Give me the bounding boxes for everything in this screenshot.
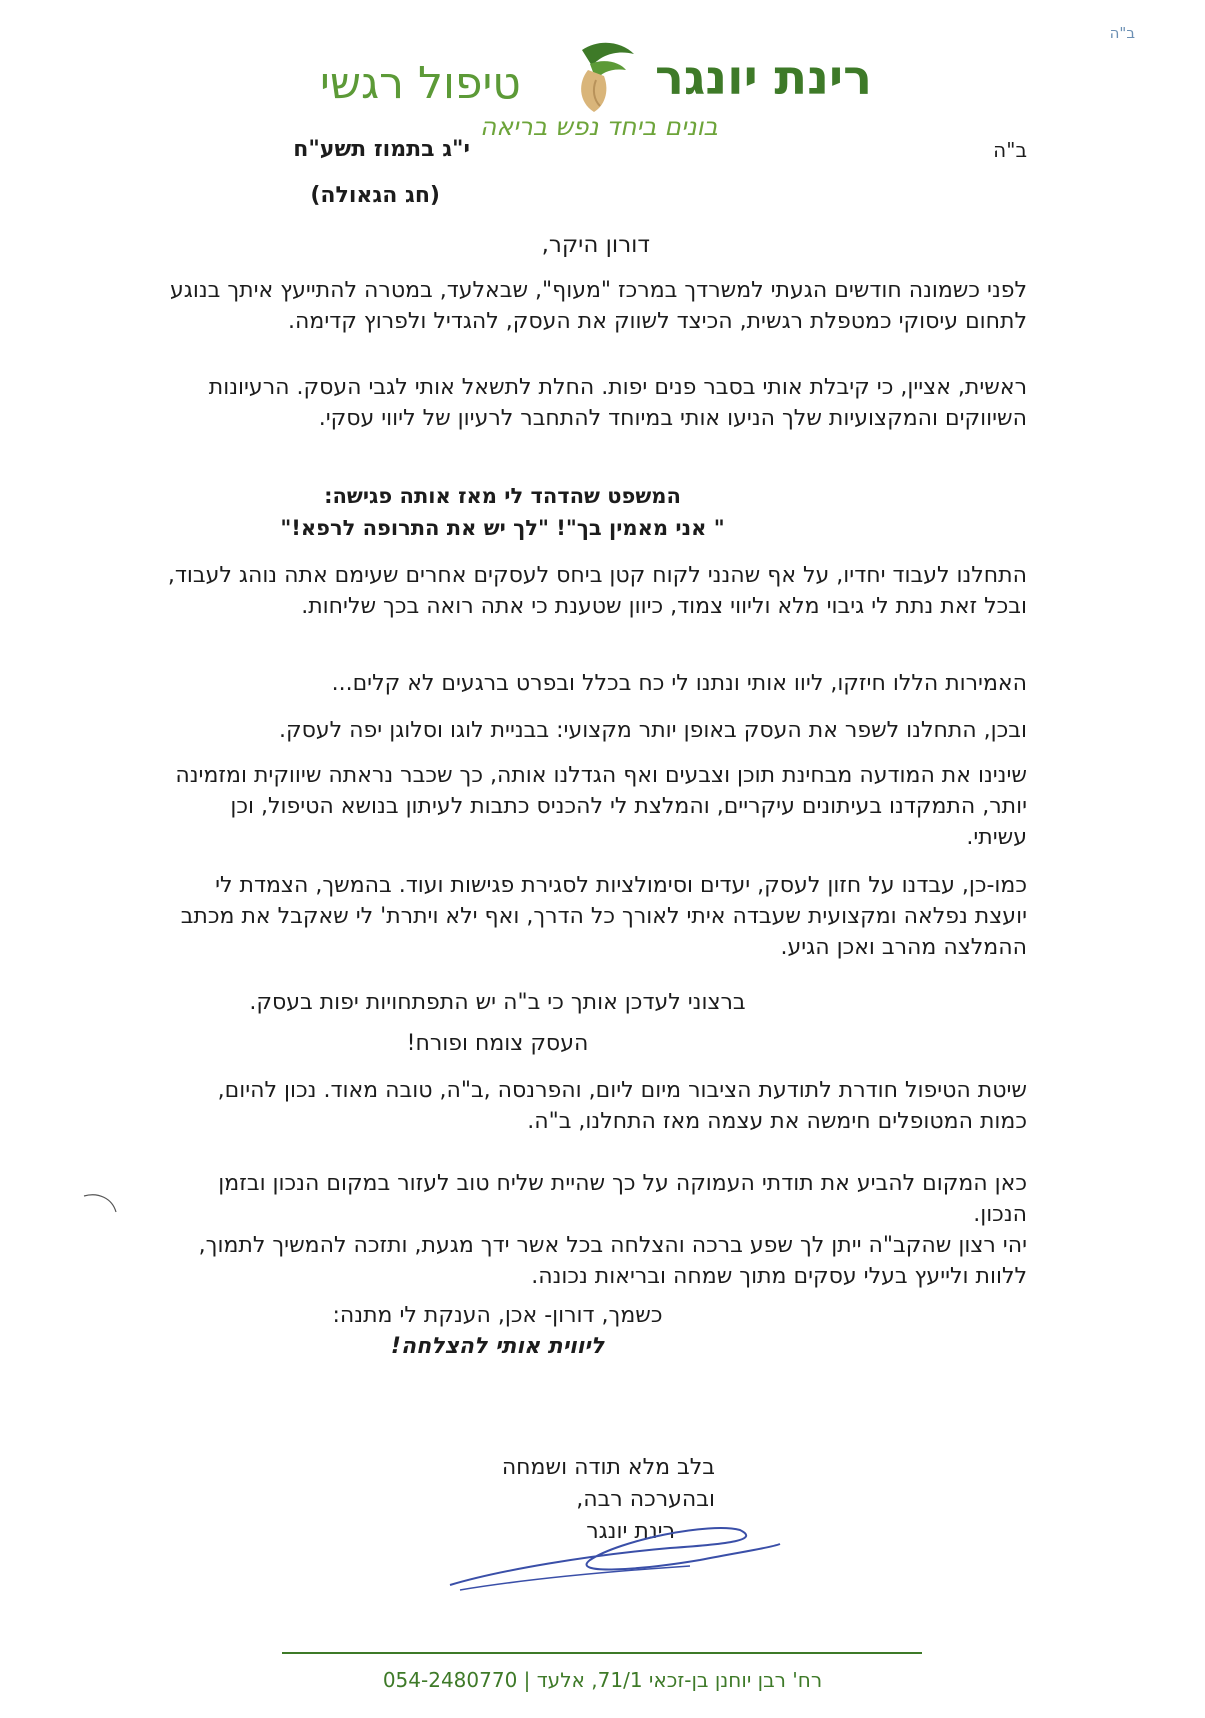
paragraph-growth: העסק צומח ופורח! <box>406 1031 589 1056</box>
gift-highlight: ליווית אותי להצלחה! <box>390 1334 605 1359</box>
date-holiday: (חג הגאולה) <box>310 183 440 208</box>
leaf-logo-icon <box>560 36 640 116</box>
slogan: בונים ביחד נפש בריאה <box>480 112 718 141</box>
paragraph-statements: האמירות הללו חיזקו, ליוו אותי ונתנו לי כח בכלל ובפרט ברגעים לא קלים... <box>331 671 1027 696</box>
scan-mark <box>82 1190 122 1220</box>
greeting: דורון היקר, <box>541 232 650 258</box>
closing-name: רינת יונגר <box>586 1519 675 1544</box>
paragraph-intro: לפני כשמונה חודשים הגעתי למשרדך במרכז "מעוף", שבאלעד, במטרה להתייעץ איתך בנוגע לתחום עיסוקי כמטפלת רגשית, הכיצד לשווק את העסק, להגדיל ולפרוץ קדימה. <box>169 278 1027 334</box>
gift-line: כשמך, דורון- אכן, הענקת לי מתנה: <box>332 1303 663 1328</box>
paragraph-thanks <box>167 1156 1027 1292</box>
footer-divider <box>282 1652 922 1654</box>
closing-line-2: ובהערכה רבה, <box>576 1487 715 1512</box>
gift-block <box>0 1300 1205 1362</box>
paragraph-method-text: שיטת הטיפול חודרת לתודעת הציבור מיום ליום, והפרנסה ,ב"ה, טובה מאוד. נכון להיום, כמות המטופלים חימשה את עצמה מאז התחלנו, ב"ה. <box>217 1078 1027 1134</box>
paragraph-improvements: ובכן, התחלנו לשפר את העסק באופן יותר מקצועי: בבניית לוגו וסלוגן יפה לעסק. <box>279 718 1027 743</box>
footer-address: רח' רבן יוחנן בן-זכאי 71/1, אלעד | 054-2480770 <box>382 1668 823 1692</box>
paragraph-advertising: שינינו את המודעה מבחינת תוכן וצבעים ואף הגדלנו אותה, כך שכבר נראתה שיווקית ומזמינה יותר, התמקדנו בעיתונים עיקריים, והמלצת לי להכניס כתבות לעיתון בנושא הטיפול, וכן עשיתי. <box>175 763 1027 850</box>
paragraph-thanks-text: כאן המקום להביע את תודתי העמוקה על כך שהיית שליח טוב לעזור במקום הנכון ובזמן הנכון. <box>218 1171 1027 1227</box>
paragraph-working-together: התחלנו לעבוד יחדיו, על אף שהנני לקוח קטן ביחס לעסקים אחרים שעימם אתה נוהג לעבוד, ובכל זאת נתת לי גיבוי מלא וליווי צמוד, כיוון שטענת כי אתה רואה בכך שליחות. <box>167 563 1027 619</box>
quote-block <box>0 480 1205 544</box>
paragraph-update: ברצוני לעדכן אותך כי ב"ה יש התפתחויות יפות בעסק. <box>249 990 746 1015</box>
brand-name: רינת יונגר <box>655 50 872 106</box>
closing-line-1: בלב מלא תודה ושמחה <box>501 1455 715 1480</box>
quote-text: " אני מאמין בך"! "לך יש את התרופה לרפא!" <box>280 516 725 540</box>
date-hebrew: י"ג בתמוז תשע"ח <box>293 137 470 162</box>
quote-intro: המשפט שהדהד לי מאז אותה פגישה: <box>324 484 681 508</box>
paragraph-first-meeting: ראשית, אציין, כי קיבלת אותי בסבר פנים יפות. החלת לתשאל אותי לגבי העסק. הרעיונות השיווקים והמקצועיות שלך הניעו אותי במיוחד להתחבר לרעיון של ליווי עסקי. <box>208 375 1027 431</box>
brand-subtitle: טיפול רגשי <box>320 58 521 109</box>
paragraph-blessing: יהי רצון שהקב"ה ייתן לך שפע ברכה והצלחה בכל אשר ידך מגעת, ותזכה להמשיך לתמוך, ללוות ולייעץ בעלי עסקים מתוך שמחה ובריאות נכונה. <box>198 1233 1027 1289</box>
corner-bh-mark: ב"ה <box>1109 24 1135 42</box>
handwritten-signature <box>440 1500 800 1600</box>
paragraph-vision: כמו-כן, עבדנו על חזון לעסק, יעדים וסימולציות לסגירת פגישות ועוד. בהמשך, הצמדת לי יועצת נפלאה ומקצועית שעבדה איתי לאורך כל הדרך, ואף ילא ויתרת' לי שאקבל את מכתב ההמלצה מהרב ואכן הגיע. <box>180 873 1027 960</box>
paragraph-method <box>167 1075 1027 1137</box>
bh-mark: ב"ה <box>993 138 1027 162</box>
